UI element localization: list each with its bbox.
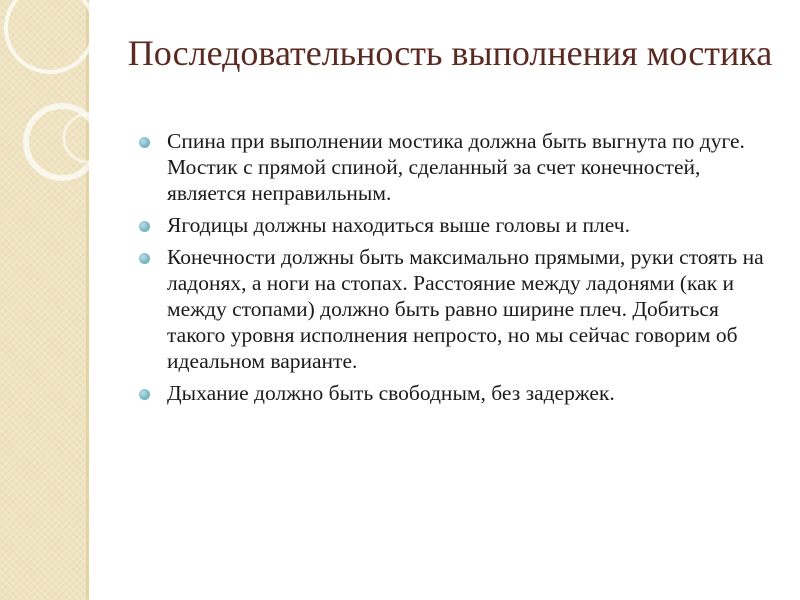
- bullet-item: [133, 212, 773, 238]
- decorative-rings-icon: [0, 0, 120, 200]
- bullet-dot-icon: [139, 137, 150, 148]
- bullet-list: [133, 128, 773, 412]
- bullet-item: [133, 380, 773, 406]
- bullet-item: [133, 128, 773, 206]
- slide-title: Последовательность выполнения мостика: [127, 33, 773, 73]
- bullet-text: Спина при выполнении мостика должна быть выгнута по дуге. Мостик с прямой спиной, сделанный за счет конечностей, является неправильным.: [167, 129, 745, 205]
- bullet-text: Конечности должны быть максимально прямыми, руки стоять на ладонях, а ноги на стопах. Расстояние между ладонями (как и между стопами) должно быть равно ширине плеч. Добиться такого уровня исполнения непросто, но мы сейчас говорим об идеальном варианте.: [167, 245, 764, 373]
- bullet-text: Дыхание должно быть свободным, без задержек.: [167, 381, 615, 405]
- bullet-dot-icon: [139, 389, 150, 400]
- bullet-item: [133, 244, 773, 374]
- bullet-dot-icon: [139, 221, 150, 232]
- bullet-dot-icon: [139, 253, 150, 264]
- bullet-text: Ягодицы должны находиться выше головы и плеч.: [167, 213, 630, 237]
